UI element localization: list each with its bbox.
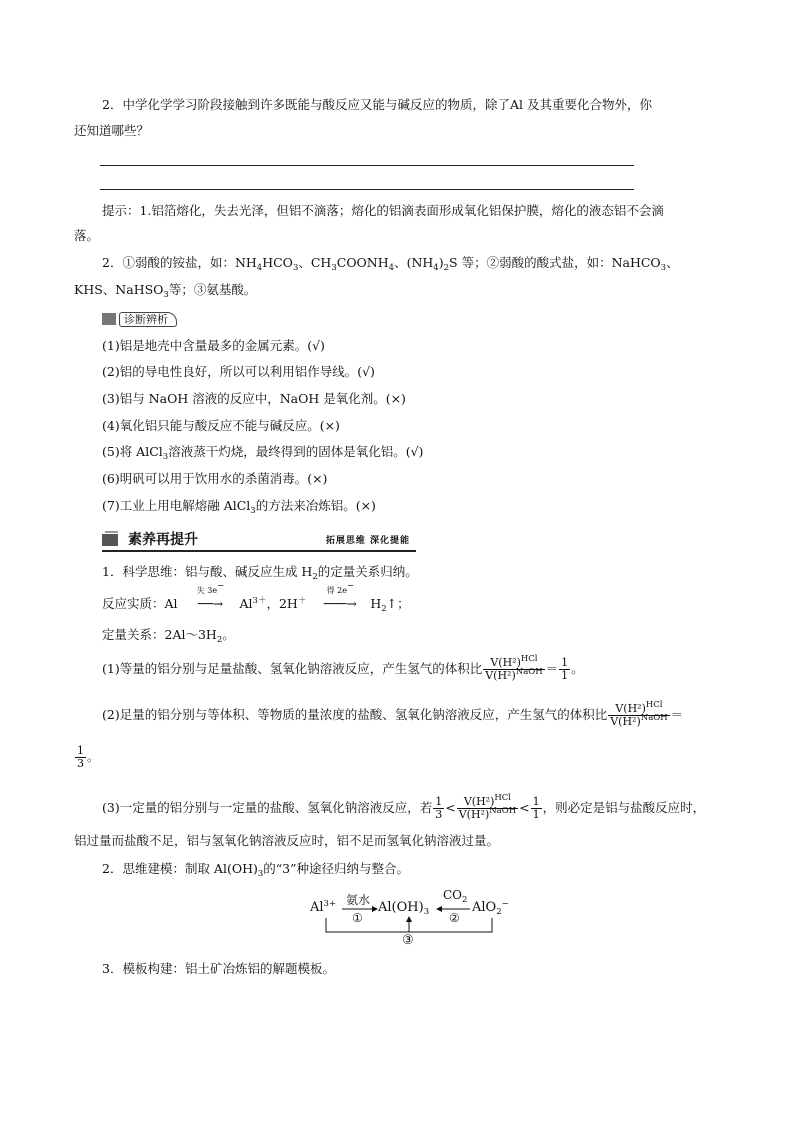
section-banner [102, 530, 416, 552]
square-bullet-icon [102, 313, 116, 325]
diagnosis-item-3: (3)铝与 NaOH 溶液的反应中，NaOH 是氧化剂。(×) [102, 391, 406, 406]
hint-answer-2-line1: 2．①弱酸的铵盐，如：$NH_4HCO_3$、$CH_3COONH_4$、$(NH_4)_2S$ 等；②弱酸的酸式盐，如：NaHCO$_3$、 [102, 255, 679, 273]
question-2-line2: 还知道哪些？ [74, 123, 150, 138]
part2-title: 2．思维建模：制取 $Al(OH)_3$的“3”种途径归纳与整合。 [102, 861, 410, 879]
diagnosis-item-7: (7)工业上用电解熔融 AlCl$_3$的方法来冶炼铝。(×) [102, 498, 376, 516]
pathway-arrows [310, 885, 520, 955]
answer-blank-line-2 [100, 189, 634, 190]
hint-line2: 落。 [74, 228, 100, 243]
aloh3-pathway-diagram [310, 885, 520, 955]
answer-blank-line-1 [100, 165, 634, 166]
volume-ratio-fraction: $\frac{V(H^2)^{HCl}}{V(H^2)^{NaOH}}$ [458, 793, 517, 821]
part1-q3-line2: 铝过量而盐酸不足，铝与氢氧化钠溶液反应时，铝不足而氢氧化钠溶液过量。 [74, 833, 500, 848]
section-bar-icon [102, 534, 118, 546]
hint-answer-2-line2: KHS、NaHSO$_3$等；③氨基酸。 [74, 282, 257, 300]
section-title: 素养再提升 [128, 532, 198, 548]
al3-ion: $Al^{3+}$ [310, 899, 337, 915]
aluminate-ion: AlO$_2$− [472, 899, 509, 917]
route-2-label: ② [449, 911, 460, 925]
ratio-one-over-three: $\frac{1}{3}$ [435, 795, 443, 821]
diagnosis-item-4: (4)氧化铝只能与酸反应不能与碱反应。(×) [102, 418, 340, 433]
part1-q2-result: $\frac{1}{3}$ 。 [77, 744, 100, 770]
diagnosis-banner [102, 311, 177, 327]
lose-electrons-arrow: 失 3e− ──→ [196, 581, 225, 611]
aluminum-hydroxide: $Al(OH)_3$ [378, 900, 430, 917]
diagnosis-item-1: (1)铝是地壳中含量最多的金属元素。(√) [102, 338, 325, 353]
ratio-one-over-one: $\frac{1}{1}$ [532, 795, 540, 821]
route-1-label: ① [352, 911, 363, 925]
diagnosis-item-5: (5)将 AlCl$_3$溶液蒸干灼烧，最终得到的固体是氧化铝。(√) [102, 444, 424, 462]
section-bar-accent [105, 531, 118, 533]
part1-q2: (2)足量的铝分别与等体积、等物质的量浓度的盐酸、氢氧化钠溶液反应，产生氢气的体积比 $\frac{V(H^2)^{HCl}}{V(H^2)^{NaOH}}$ ＝ [102, 700, 684, 728]
volume-ratio-fraction: $\frac{V(H^2)^{HCl}}{V(H^2)^{NaOH}}$ [610, 700, 668, 728]
route-3-label: ③ [402, 933, 414, 948]
diagnosis-label: 诊断辨析 [119, 312, 177, 327]
ratio-one-over-one: $\frac{1}{1}$ [561, 656, 569, 682]
gain-electrons-arrow: 得 2e− ───→ [323, 581, 357, 611]
diagnosis-item-2: (2)铝的导电性良好，所以可以利用铝作导线。(√) [102, 364, 375, 379]
part3-title: 3．模板构建：铝土矿冶炼铝的解题模板。 [102, 961, 335, 976]
volume-ratio-fraction: $\frac{V(H^2)^{HCl}}{V(H^2)^{NaOH}}$ [485, 654, 543, 682]
ratio-one-over-three: $\frac{1}{3}$ [77, 744, 84, 770]
question-2-line1: 2．中学化学学习阶段接触到许多既能与酸反应又能与碱反应的物质，除了Al 及其重要化合物外，你 [102, 97, 652, 112]
part1-q3-line1: (3)一定量的铝分别与一定量的盐酸、氢氧化钠溶液反应，若 $\frac{1}{3}$ < $\frac{V(H^2)^{HCl}}{V(H^2)^{NaOH}}$ < $\frac{1}{1}$ ，则必定是铝与盐酸反应时， [102, 793, 706, 821]
part1-q1: (1)等量的铝分别与足量盐酸、氢氧化钠溶液反应，产生氢气的体积比 $\frac{V(H^2)^{HCl}}{V(H^2)^{NaOH}}$ ＝ $\frac{1}{1}$ 。 [102, 654, 584, 682]
hint-line1: 提示：1.铝箔熔化，失去光泽，但铝不滴落；熔化的铝滴表面形成氧化铝保护膜，熔化的液态铝不会滴 [102, 203, 664, 218]
diagnosis-item-6: (6)明矾可以用于饮用水的杀菌消毒。(×) [102, 471, 328, 486]
section-subtitle: 拓展思维 深化提能 [325, 536, 410, 546]
reagent-ammonia: 氨水 [346, 893, 371, 907]
reaction-essence: 反应实质：Al 失 3e− ──→ $Al^{3+}$，2H＋ 得 2e− ───→ $H_2↑$； [102, 581, 410, 614]
part1-title: 1．科学思维：铝与酸、碱反应生成 $H_2$的定量关系归纳。 [102, 564, 418, 582]
quant-relation: 定量关系：$2Al\sim 3H_2$。 [102, 627, 235, 645]
reagent-co2: $CO_2$ [443, 888, 468, 905]
